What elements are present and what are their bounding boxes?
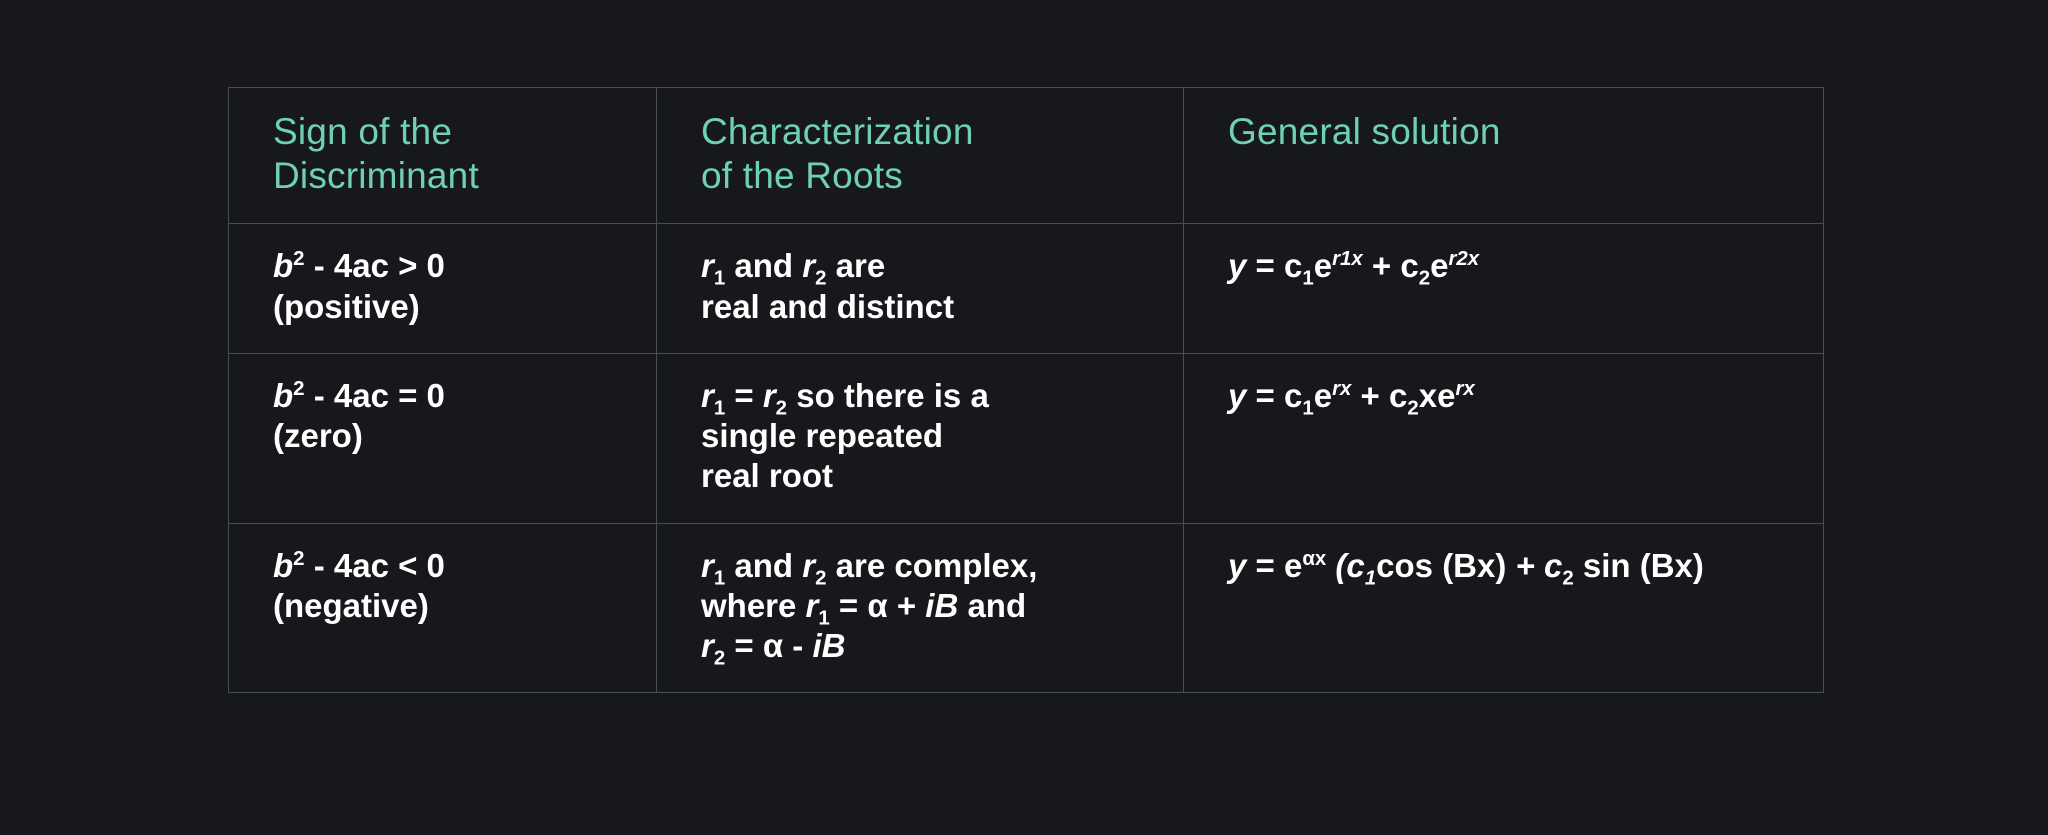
- roots-line-2: [701, 586, 1147, 630]
- variable-r: r: [701, 546, 714, 584]
- table-container: [228, 87, 1823, 693]
- cell-solution-negative: [1184, 523, 1824, 693]
- header-line: Characterization: [701, 111, 974, 152]
- imaginary-term: iB: [812, 627, 846, 665]
- header-line: of the Roots: [701, 154, 903, 196]
- cell-discriminant-negative: [229, 523, 657, 693]
- roots-line-1: [701, 246, 1147, 290]
- equals-c: = c: [1246, 247, 1303, 285]
- roots-line-1: [701, 546, 1147, 590]
- exponential: xe: [1418, 376, 1456, 414]
- roots-line-3: [701, 626, 1147, 670]
- equals-c: = c: [1246, 376, 1303, 414]
- subscript: 2: [815, 566, 827, 590]
- variable-y: y: [1228, 247, 1247, 285]
- exponential: e: [1430, 247, 1449, 285]
- discriminant-table: [228, 87, 1824, 693]
- discriminant-qualifier: (zero): [273, 417, 363, 455]
- header-line: Sign of the: [273, 111, 453, 152]
- conjunction: and: [725, 546, 803, 584]
- table-row: [229, 353, 1824, 523]
- line-tail: so there is a: [787, 376, 989, 414]
- exponential: e: [1313, 247, 1333, 285]
- header-row: [229, 88, 1824, 224]
- column-header-characterization-of-roots: [657, 88, 1184, 224]
- subscript: 1: [1364, 566, 1377, 590]
- line-tail: and: [958, 586, 1027, 624]
- subscript: 2: [1407, 396, 1419, 420]
- subscript: 2: [713, 646, 726, 670]
- discriminant-expression: [273, 546, 620, 586]
- variable-y: y: [1228, 376, 1247, 414]
- alpha-term: = α -: [725, 627, 813, 665]
- cell-discriminant-positive: [229, 224, 657, 354]
- exponential: e: [1313, 376, 1333, 414]
- subscript: 2: [1562, 566, 1574, 590]
- exponent: 2: [293, 376, 305, 400]
- subscript: 1: [713, 266, 726, 290]
- cosine-term: cos (Bx): [1376, 546, 1507, 584]
- discriminant-expression: [273, 376, 620, 416]
- variable-r: r: [762, 376, 776, 414]
- plus-c: + c: [1506, 546, 1563, 584]
- subscript: 1: [713, 396, 726, 420]
- subscript: 2: [775, 396, 788, 420]
- discriminant-expression: [273, 246, 620, 286]
- roots-line-1: [701, 376, 1147, 420]
- exponent: rx: [1332, 376, 1352, 400]
- column-header-general-solution: [1184, 88, 1824, 224]
- sine-term: sin (Bx): [1573, 546, 1704, 584]
- equals-e: = e: [1246, 546, 1303, 584]
- roots-line-2: real and distinct: [701, 287, 955, 325]
- line-tail: are: [826, 247, 886, 285]
- subscript: 1: [1302, 266, 1314, 290]
- subscript: 1: [1302, 396, 1314, 420]
- expression-rest: - 4ac = 0: [304, 376, 445, 414]
- variable-r: r: [802, 247, 816, 285]
- cell-discriminant-zero: [229, 353, 657, 523]
- exponent-alpha-x: αx: [1302, 546, 1327, 570]
- variable-r: r: [805, 586, 819, 624]
- cell-roots-zero: [657, 353, 1184, 523]
- subscript: 2: [815, 266, 827, 290]
- variable-r: r: [701, 247, 714, 285]
- table-body: [229, 224, 1824, 693]
- plus-c: + c: [1351, 376, 1408, 414]
- discriminant-qualifier: (negative): [273, 586, 429, 624]
- plus-c: + c: [1362, 247, 1419, 285]
- line-tail: are complex,: [826, 546, 1038, 584]
- roots-line-2: single repeated: [701, 417, 944, 455]
- general-solution-formula: [1228, 546, 1787, 590]
- variable-r: r: [802, 546, 816, 584]
- variable-b: b: [273, 546, 294, 584]
- cell-solution-zero: [1184, 353, 1824, 523]
- variable-r: r: [701, 376, 714, 414]
- variable-y: y: [1228, 546, 1247, 584]
- exponent: r2x: [1448, 247, 1480, 271]
- exponent: 2: [293, 247, 305, 271]
- alpha-term: = α +: [829, 586, 926, 624]
- cell-roots-positive: [657, 224, 1184, 354]
- discriminant-qualifier: (positive): [273, 287, 420, 325]
- table-header: [229, 88, 1824, 224]
- variable-r: r: [701, 627, 714, 665]
- cell-solution-positive: [1184, 224, 1824, 354]
- variable-b: b: [273, 247, 294, 285]
- table-row: [229, 224, 1824, 354]
- subscript: 2: [1418, 266, 1431, 290]
- general-solution-formula: [1228, 376, 1787, 420]
- header-line: General solution: [1228, 111, 1501, 152]
- expression-rest: - 4ac < 0: [304, 546, 445, 584]
- roots-line-3: real root: [701, 457, 834, 495]
- subscript: 1: [818, 606, 830, 630]
- exponent: 2: [293, 546, 305, 570]
- exponent: rx: [1455, 376, 1475, 400]
- conjunction: and: [725, 247, 803, 285]
- subscript: 1: [713, 566, 726, 590]
- line-lead: where: [701, 586, 806, 624]
- imaginary-term: iB: [925, 586, 959, 624]
- header-line: Discriminant: [273, 154, 479, 196]
- expression-rest: - 4ac > 0: [304, 247, 445, 285]
- equals-sign: =: [725, 376, 763, 414]
- variable-b: b: [273, 376, 294, 414]
- exponent: r1x: [1332, 247, 1363, 271]
- general-solution-formula: [1228, 246, 1787, 290]
- table-row: [229, 523, 1824, 693]
- column-header-sign-of-discriminant: [229, 88, 657, 224]
- cell-roots-negative: [657, 523, 1184, 693]
- open-paren-c: (c: [1326, 546, 1365, 584]
